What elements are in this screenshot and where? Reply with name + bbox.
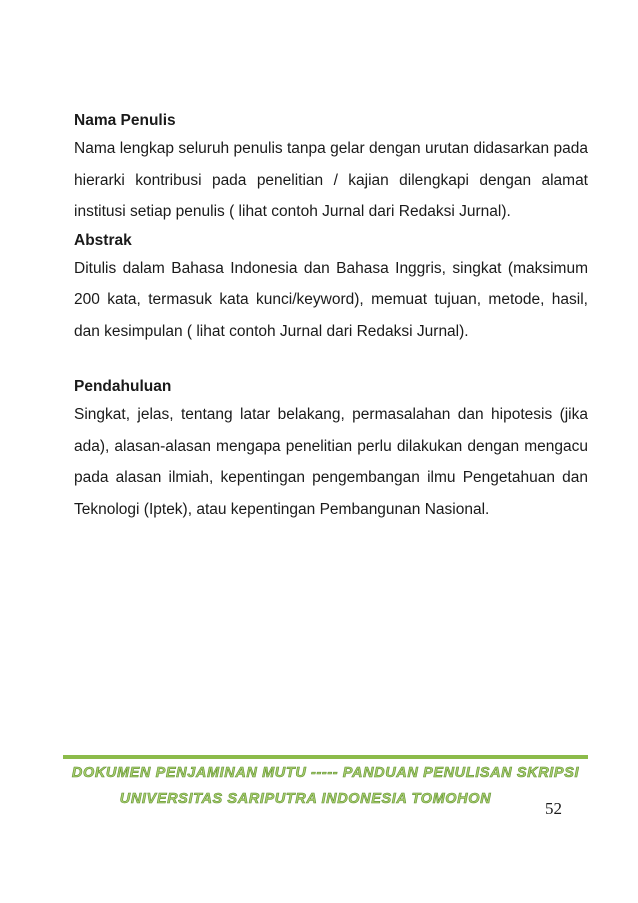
page-number: 52 — [545, 799, 562, 818]
section-heading-nama-penulis: Nama Penulis — [74, 112, 176, 129]
section-body-pendahuluan: Singkat, jelas, tentang latar belakang, permasalahan dan hipotesis (jika ada), alasan-alasan mengapa penelitian perlu dilakukan dengan mengacu pada alasan ilmiah, kepentingan pengembangan ilmu Pengetahuan dan Teknologi (Iptek), atau kepentingan Pembangunan Nasional. — [74, 406, 588, 518]
section-spacer — [74, 347, 588, 374]
footer-document-title: DOKUMEN PENJAMINAN MUTU ----- PANDUAN PENULISAN SKRIPSI — [71, 765, 580, 781]
section-body-abstrak: Ditulis dalam Bahasa Indonesia dan Bahasa Inggris, singkat (maksimum 200 kata, termasuk kata kunci/keyword), memuat tujuan, metode, hasil, dan kesimpulan ( lihat contoh Jurnal dari Redaksi Jurnal). — [74, 259, 588, 340]
document-body — [74, 108, 588, 525]
section-body-nama-penulis: Nama lengkap seluruh penulis tanpa gelar dengan urutan didasarkan pada hierarki kontribusi pada penelitian / kajian dilengkapi dengan alamat institusi setiap penulis ( lihat contoh Jurnal dari Redaksi Jurnal). — [74, 140, 588, 220]
section-heading-pendahuluan: Pendahuluan — [74, 378, 172, 395]
section-heading-abstrak: Abstrak — [74, 231, 132, 249]
footer-university-name: UNIVERSITAS SARIPUTRA INDONESIA TOMOHON — [119, 791, 492, 807]
footer-divider — [63, 755, 588, 759]
